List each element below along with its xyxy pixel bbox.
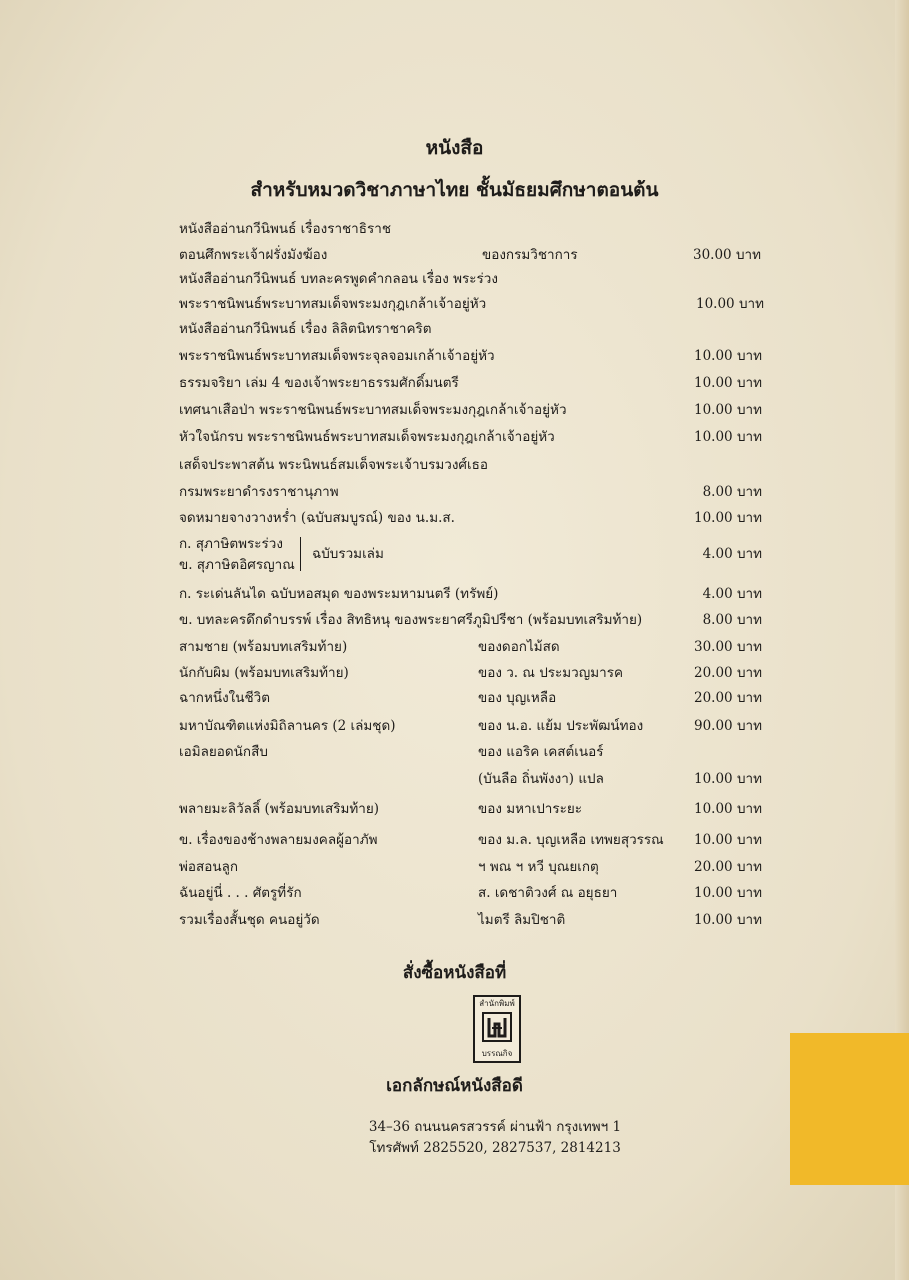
book-author: ไมตรี ลิมปิชาติ: [478, 912, 566, 928]
book-author: (บันลือ ถิ่นพังงา) แปล: [478, 771, 604, 787]
book-price: 10.00 บาท: [694, 832, 762, 848]
book-price: 10.00 บาท: [694, 402, 762, 418]
book-title: กรมพระยาดำรงราชานุภาพ: [179, 484, 339, 500]
book-price: 10.00 บาท: [694, 771, 762, 787]
book-price: 10.00 บาท: [694, 348, 762, 364]
book-price: 10.00 บาท: [696, 296, 764, 312]
book-title: พลายมะลิวัลลิ์ (พร้อมบทเสริมท้าย): [179, 801, 380, 817]
book-title: ตอนศึกพระเจ้าฝรั่งมังฆ้อง: [179, 247, 328, 263]
book-title: เสด็จประพาสต้น พระนิพนธ์สมเด็จพระเจ้าบรมวงศ์เธอ: [179, 457, 488, 473]
book-author: ส. เดชาติวงศ์ ณ อยุธยา: [478, 885, 618, 901]
page-title: หนังสือ: [425, 137, 484, 159]
book-title: ธรรมจริยา เล่ม 4 ของเจ้าพระยาธรรมศักดิ์มนตรี: [179, 375, 459, 391]
order-heading: สั่งซื้อหนังสือที่: [402, 963, 507, 983]
book-title: ฉันอยู่นี่ . . . ศัตรูที่รัก: [179, 885, 302, 901]
book-title: พระราชนิพนธ์พระบาทสมเด็จพระมงกุฎเกล้าเจ้าอยู่หัว: [179, 296, 487, 312]
book-price: 8.00 บาท: [702, 612, 762, 628]
book-author: ของกรมวิชาการ: [482, 247, 578, 263]
book-title: จดหมายจางวางหร่ำ (ฉบับสมบูรณ์) ของ น.ม.ส.: [179, 510, 455, 526]
book-title: ก. ระเด่นลันได ฉบับหอสมุด ของพระมหามนตรี (ทรัพย์): [179, 586, 499, 602]
book-price: 30.00 บาท: [694, 639, 762, 655]
brand-name: เอกลักษณ์หนังสือดี: [386, 1076, 523, 1096]
book-price: 20.00 บาท: [694, 859, 762, 875]
book-title: หนังสืออ่านกวีนิพนธ์ เรื่อง ลิลิตนิทราชาคริต: [179, 321, 432, 337]
book-price: 20.00 บาท: [694, 690, 762, 706]
book-price: 4.00 บาท: [702, 546, 762, 562]
book-title: หัวใจนักรบ พระราชนิพนธ์พระบาทสมเด็จพระมงกุฎเกล้าเจ้าอยู่หัว: [179, 429, 555, 445]
yellow-tape: [790, 1033, 909, 1185]
book-author: ของ แอริค เคสต์เนอร์: [478, 744, 604, 760]
book-author: ของ มหาเปาระยะ: [478, 801, 583, 817]
logo-bottom-text: บรรณกิจ: [481, 1049, 513, 1058]
book-price: 10.00 บาท: [694, 912, 762, 928]
brace-bracket: [292, 537, 301, 571]
book-price: 10.00 บาท: [694, 510, 762, 526]
book-title: พระราชนิพนธ์พระบาทสมเด็จพระจุลจอมเกล้าเจ้าอยู่หัว: [179, 348, 495, 364]
book-title: สามชาย (พร้อมบทเสริมท้าย): [179, 639, 348, 655]
logo-top-text: สำนักพิมพ์: [479, 999, 515, 1008]
phone-numbers: โทรศัพท์ 2825520, 2827537, 2814213: [369, 1140, 621, 1156]
book-title: ฉบับรวมเล่ม: [312, 546, 384, 562]
book-price: 90.00 บาท: [694, 718, 762, 734]
book-price: 10.00 บาท: [694, 429, 762, 445]
book-title: ฉากหนึ่งในชีวิต: [179, 690, 270, 706]
book-title: พ่อสอนลูก: [179, 859, 239, 875]
book-title: ข. เรื่องของช้างพลายมงคลผู้อาภัพ: [179, 832, 378, 848]
book-author: ของดอกไม้สด: [478, 639, 560, 655]
book-author: ฯ พณ ฯ หวี บุณยเกตุ: [478, 859, 599, 875]
book-price: 10.00 บาท: [694, 885, 762, 901]
book-author: ของ น.อ. แย้ม ประพัฒน์ทอง: [478, 718, 644, 734]
book-title: ก. สุภาษิตพระร่วง: [179, 536, 283, 552]
book-title: นักกับผิม (พร้อมบทเสริมท้าย): [179, 665, 349, 681]
book-price: 8.00 บาท: [702, 484, 762, 500]
book-title: หนังสืออ่านกวีนิพนธ์ บทละครพูดคำกลอน เรื่อง พระร่วง: [179, 271, 498, 287]
book-price: 20.00 บาท: [694, 665, 762, 681]
book-title: ข. สุภาษิตอิศรญาณ: [179, 557, 295, 573]
book-title: ข. บทละครดึกดำบรรพ์ เรื่อง สิทธิหนุ ของพระยาศรีภูมิปรีชา (พร้อมบทเสริมท้าย): [179, 612, 643, 628]
book-price: 30.00 บาท: [693, 247, 761, 263]
book-title: มหาบัณฑิตแห่งมิถิลานคร (2 เล่มชุด): [179, 718, 396, 734]
publisher-logo: [473, 995, 521, 1063]
book-author: ของ ม.ล. บุญเหลือ เทพยสุวรรณ: [478, 832, 664, 848]
book-title: เทศนาเสือป่า พระราชนิพนธ์พระบาทสมเด็จพระมงกุฎเกล้าเจ้าอยู่หัว: [179, 402, 567, 418]
page-subtitle: สำหรับหมวดวิชาภาษาไทย ชั้นมัธยมศึกษาตอนต้น: [250, 179, 659, 201]
book-title: หนังสืออ่านกวีนิพนธ์ เรื่องราชาธิราช: [179, 221, 391, 237]
book-author: ของ บุญเหลือ: [478, 690, 557, 706]
book-title: รวมเรื่องสั้นชุด คนอยู่วัด: [179, 912, 320, 928]
address: 34–36 ถนนนครสวรรค์ ผ่านฟ้า กรุงเทพฯ 1: [368, 1119, 622, 1135]
book-title: เอมิลยอดนักสืบ: [179, 744, 268, 760]
book-price: 10.00 บาท: [694, 375, 762, 391]
book-price: 4.00 บาท: [702, 586, 762, 602]
publisher-emblem-icon: [482, 1012, 512, 1042]
book-author: ของ ว. ณ ประมวญมารค: [478, 665, 624, 681]
book-price: 10.00 บาท: [694, 801, 762, 817]
